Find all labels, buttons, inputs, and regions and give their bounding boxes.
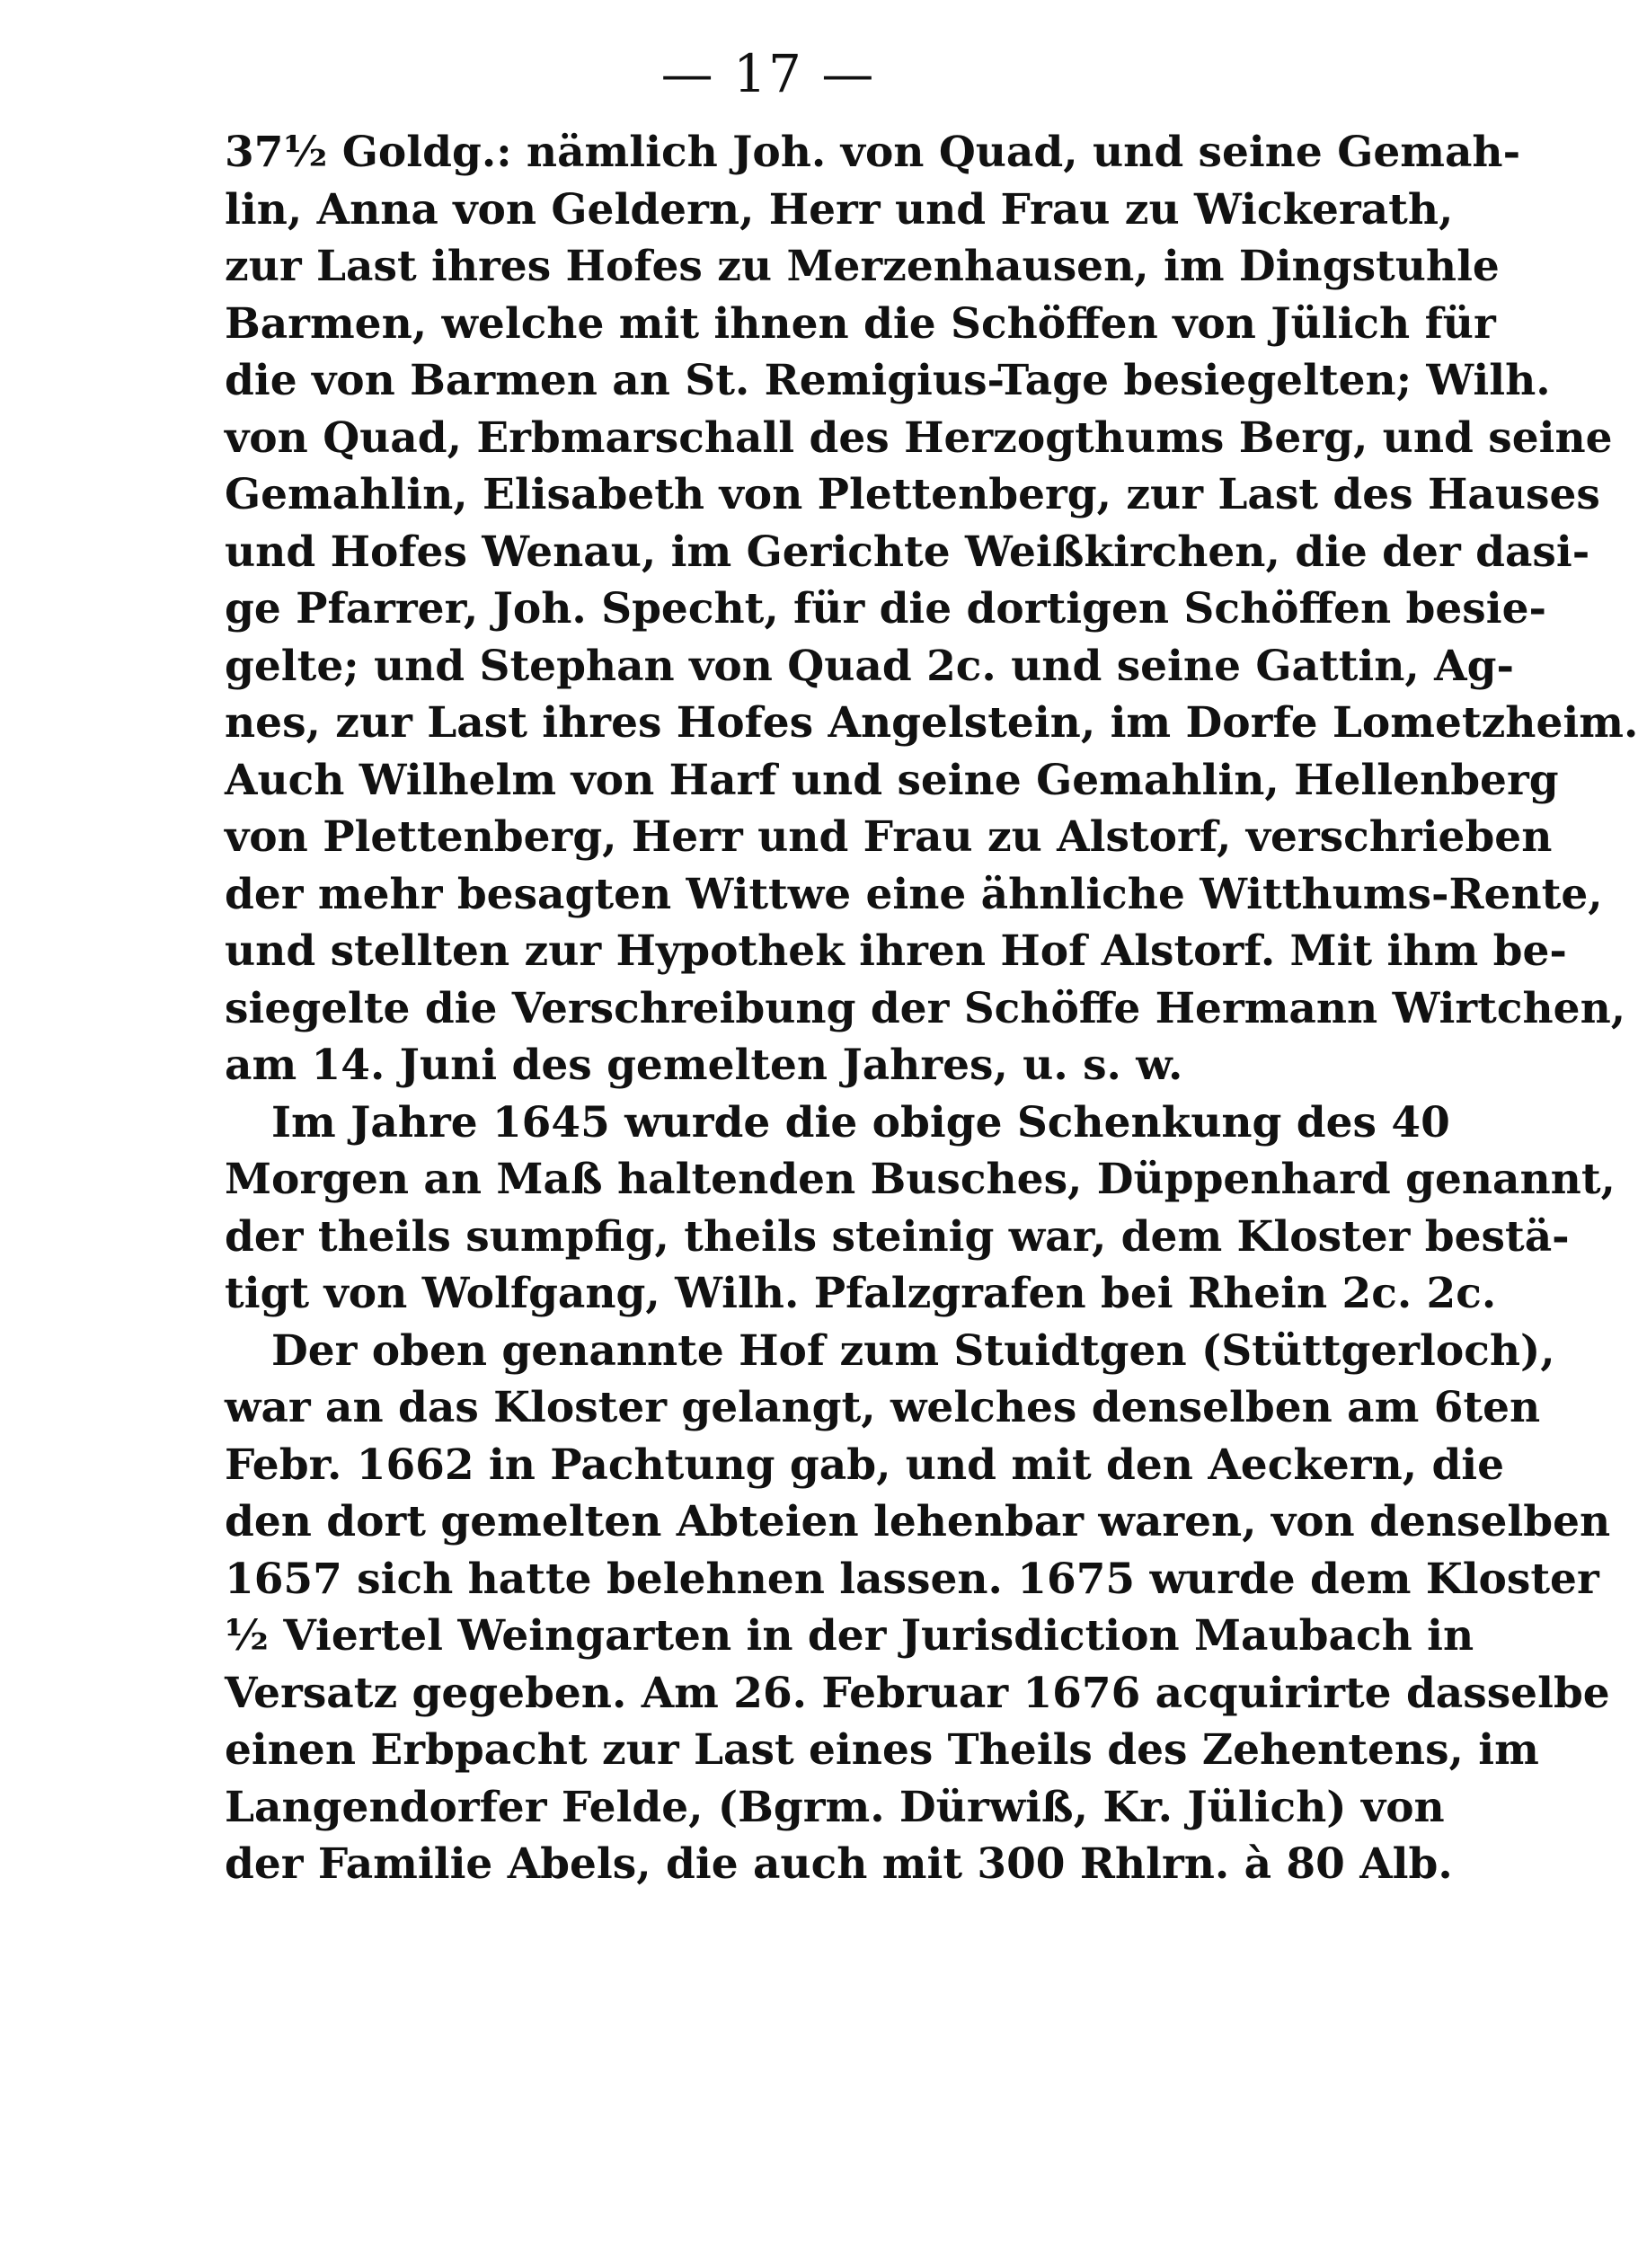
text-line: 37½ Goldg.: nämlich Joh. von Quad, und seine Gemah-: [225, 128, 1521, 177]
text-line: ½ Viertel Weingarten in der Jurisdiction Maubach in: [225, 1611, 1474, 1661]
text-line: Versatz gegeben. Am 26. Februar 1676 acquirirte dasselbe: [225, 1668, 1610, 1718]
text-line: Morgen an Maß haltenden Busches, Düppenhard genannt,: [225, 1155, 1616, 1204]
page-number: — 17 —: [660, 43, 876, 104]
text-line: Der oben genannte Hof zum Stuidtgen (Stüttgerloch),: [271, 1325, 1555, 1376]
text-line: siegelte die Verschreibung der Schöffe Hermann Wirtchen,: [225, 983, 1626, 1033]
text-line: der Familie Abels, die auch mit 300 Rhlrn. à 80 Alb.: [225, 1839, 1453, 1889]
text-line: einen Erbpacht zur Last eines Theils des Zehentens, im: [225, 1725, 1539, 1775]
text-line: den dort gemelten Abteien lehenbar waren, von denselben: [225, 1497, 1611, 1546]
text-line: der theils sumpfig, theils steinig war, dem Kloster bestä-: [225, 1211, 1570, 1262]
text-line: und stellten zur Hypothek ihren Hof Alstorf. Mit ihm be-: [225, 926, 1567, 976]
text-line: Febr. 1662 in Pachtung gab, und mit den Aeckern, die: [225, 1440, 1505, 1490]
text-line: gelte; und Stephan von Quad 2c. und seine Gattin, Ag-: [225, 641, 1514, 691]
text-line: Gemahlin, Elisabeth von Plettenberg, zur Last des Hauses: [225, 470, 1600, 519]
text-line: Barmen, welche mit ihnen die Schöffen von Jülich für: [225, 298, 1496, 349]
text-line: am 14. Juni des gemelten Jahres, u. s. w.: [225, 1041, 1183, 1090]
text-line: und Hofes Wenau, im Gerichte Weißkirchen, die der dasi-: [225, 527, 1590, 577]
body-text: [225, 124, 1638, 1893]
text-line: der mehr besagten Wittwe eine ähnliche Witthums-Rente,: [225, 869, 1603, 919]
text-line: nes, zur Last ihres Hofes Angelstein, im Dorfe Lometzheim.: [225, 698, 1638, 748]
text-line: tigt von Wolfgang, Wilh. Pfalzgrafen bei Rhein 2c. 2c.: [225, 1269, 1497, 1318]
text-line: von Plettenberg, Herr und Frau zu Alstorf, verschrieben: [225, 812, 1553, 862]
text-line: Langendorfer Felde, (Bgrm. Dürwiß, Kr. Jülich) von: [225, 1782, 1445, 1832]
text-line: von Quad, Erbmarschall des Herzogthums Berg, und seine: [225, 412, 1613, 463]
text-line: lin, Anna von Geldern, Herr und Frau zu Wickerath,: [225, 184, 1454, 235]
paragraph-2: [225, 1094, 1616, 1323]
text-line: die von Barmen an St. Remigius-Tage besiegelten; Wilh.: [225, 356, 1551, 405]
paragraph-3: [225, 1323, 1611, 1893]
paragraph-1: [225, 124, 1638, 1094]
text-line: war an das Kloster gelangt, welches denselben am 6ten: [225, 1383, 1541, 1432]
text-line: ge Pfarrer, Joh. Specht, für die dortigen Schöffen besie-: [225, 584, 1546, 633]
text-line: Im Jahre 1645 wurde die obige Schenkung des 40: [271, 1097, 1450, 1147]
text-line: Auch Wilhelm von Harf und seine Gemahlin, Hellenberg: [225, 755, 1559, 805]
text-line: zur Last ihres Hofes zu Merzenhausen, im Dingstuhle: [225, 242, 1500, 291]
text-line: 1657 sich hatte belehnen lassen. 1675 wurde dem Kloster: [225, 1554, 1599, 1604]
